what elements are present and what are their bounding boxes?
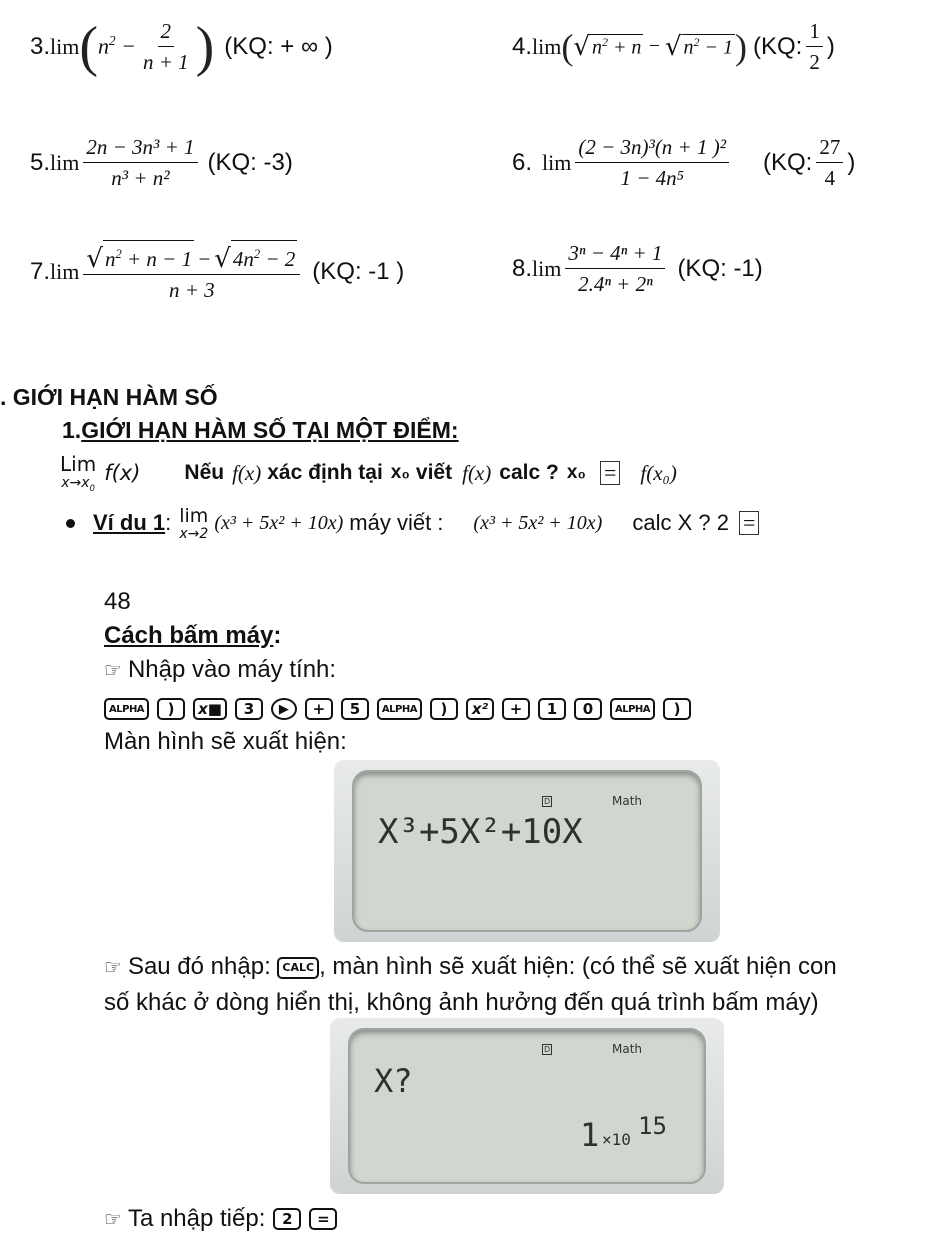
exercise-5-label: 5. bbox=[30, 148, 51, 176]
calc-key: CALC bbox=[277, 957, 319, 979]
close-paren: ) bbox=[847, 148, 856, 176]
equals-key: = bbox=[739, 511, 759, 535]
fraction: $\frac{\text{2n − 3n³ + 1}}{\text{n³ + n²}}$ bbox=[83, 134, 197, 191]
pointing-hand-icon: ☞ bbox=[104, 1207, 122, 1231]
digit-key: 5 bbox=[341, 698, 369, 720]
example-expr: (x³ + 5x² + 10x) bbox=[214, 511, 344, 534]
rule-fx0: f(x₀) bbox=[640, 460, 677, 485]
digit-key: 1 bbox=[538, 698, 566, 720]
calc-text: calc X ? 2 bbox=[632, 510, 729, 535]
paren: ) bbox=[195, 15, 215, 78]
exercise-6 bbox=[512, 134, 855, 191]
rule-defined: xác định tại bbox=[267, 461, 383, 485]
section-title: . GIỚI HẠN HÀM SỐ bbox=[0, 384, 218, 410]
minus: − bbox=[647, 35, 661, 57]
rule-fx: f(x) bbox=[232, 460, 262, 485]
lcd-display bbox=[348, 1028, 706, 1184]
key-sequence bbox=[104, 698, 699, 720]
rule-write: viết bbox=[415, 461, 453, 485]
step-2-cont: số khác ở dòng hiển thị, không ảnh hưởng đến quá trình bấm máy) bbox=[104, 989, 819, 1016]
deg-indicator-icon: D bbox=[544, 797, 551, 806]
exercise-5 bbox=[30, 134, 293, 191]
lim-operator: lim bbox=[542, 149, 572, 175]
equals-key: = bbox=[309, 1208, 337, 1230]
digit-key: 3 bbox=[235, 698, 263, 720]
lcd-mantissa: 1 bbox=[580, 1116, 600, 1154]
exercise-4 bbox=[512, 18, 835, 75]
fraction: $\frac{2}{n + 1}$ bbox=[142, 19, 189, 74]
exercise-7-label: 7. bbox=[30, 257, 51, 285]
math-mode-label: Math bbox=[612, 1042, 643, 1056]
lim-block: Lim $x\to x_0$ bbox=[60, 452, 97, 493]
calculator-screen-2 bbox=[330, 1018, 724, 1194]
rule-if: Nếu bbox=[184, 461, 225, 485]
expr-n2: $n^2$ − bbox=[98, 33, 136, 59]
subsection-title: 1.GIỚI HẠN HÀM SỐ TẠI MỘT ĐIỂM: bbox=[62, 417, 459, 443]
lcd-exponent: 15 bbox=[638, 1112, 667, 1140]
exercise-4-label: 4. bbox=[512, 32, 533, 60]
right-arrow-key: ▶ bbox=[271, 698, 297, 720]
lim-block: lim x→2 bbox=[179, 505, 209, 542]
paren-key: ) bbox=[157, 698, 185, 720]
plus-key: + bbox=[502, 698, 530, 720]
fx: f(x) bbox=[104, 461, 141, 486]
exercise-8-result: (KQ: -1) bbox=[677, 254, 763, 282]
exercise-8-label: 8. bbox=[512, 254, 533, 282]
close-paren: ) bbox=[826, 32, 835, 60]
rule-calc: calc ? bbox=[499, 461, 559, 485]
rule-fx-2: f(x) bbox=[462, 460, 492, 485]
square-key: x² bbox=[466, 698, 494, 720]
pointing-hand-icon: ☞ bbox=[104, 658, 122, 682]
sqrt: √ $n^2 - 1$ bbox=[664, 31, 734, 62]
exercise-4-kq: (KQ: bbox=[753, 32, 803, 60]
fraction: $\frac{\text{(2 − 3n)³(n + 1 )²}}{\text{1 − 4n⁵}}$ bbox=[575, 134, 729, 191]
lim-operator: lim bbox=[50, 149, 80, 175]
lim-operator: lim bbox=[532, 33, 562, 59]
example-answer: 48 bbox=[104, 588, 131, 615]
bullet-icon bbox=[66, 519, 75, 528]
exercise-8 bbox=[512, 240, 763, 297]
how-to-title: Cách bấm máy: bbox=[104, 622, 282, 649]
step-1: ☞ Nhập vào máy tính: bbox=[104, 656, 337, 683]
paren-key: ) bbox=[430, 698, 458, 720]
exercise-3-result: (KQ: + ∞ ) bbox=[224, 32, 333, 60]
lcd-expression: X³+5X²+10X bbox=[378, 812, 583, 852]
rule-x0: x₀ bbox=[390, 462, 410, 484]
lcd-times-ten: ×10 bbox=[602, 1130, 631, 1149]
digit-key: 0 bbox=[574, 698, 602, 720]
exercise-6-kq: (KQ: bbox=[763, 148, 813, 176]
paren: ( bbox=[561, 26, 574, 67]
step-3: ☞ Ta nhập tiếp: 2 = bbox=[104, 1205, 345, 1233]
calculator-screen-1 bbox=[334, 760, 720, 942]
lim-operator: lim bbox=[50, 258, 80, 284]
example-label: Ví du 1 bbox=[93, 510, 166, 535]
lim-operator: lim bbox=[532, 255, 562, 281]
lim-operator: lim bbox=[50, 33, 80, 59]
exercise-7-result: (KQ: -1 ) bbox=[312, 257, 405, 285]
machine-write: máy viết : bbox=[349, 510, 444, 535]
deg-indicator-icon: D bbox=[544, 1045, 551, 1054]
alpha-key: ALPHA bbox=[610, 698, 655, 720]
example-1 bbox=[66, 505, 759, 541]
paren: ( bbox=[79, 15, 99, 78]
exercise-3-label: 3. bbox=[30, 32, 51, 60]
paren-key: ) bbox=[663, 698, 691, 720]
power-key: x■ bbox=[193, 698, 227, 720]
alpha-key: ALPHA bbox=[104, 698, 149, 720]
example-expr-2: (x³ + 5x² + 10x) bbox=[473, 511, 603, 534]
exercise-6-label: 6. bbox=[512, 148, 533, 176]
result-fraction: $\frac{1}{2}$ bbox=[806, 18, 823, 75]
lcd-display bbox=[352, 770, 702, 932]
exercise-3 bbox=[30, 15, 333, 78]
alpha-key: ALPHA bbox=[377, 698, 422, 720]
sqrt: √ $n^2 + n$ bbox=[573, 31, 642, 62]
fraction: √ $n^2 + n - 1$ − √ $4n^2 - 2$ n + 3 bbox=[83, 240, 300, 303]
digit-key: 2 bbox=[273, 1208, 301, 1230]
rule-line bbox=[60, 452, 677, 495]
lcd-prompt: X? bbox=[374, 1062, 413, 1100]
exercise-5-result: (KQ: -3) bbox=[207, 148, 293, 176]
step-2: ☞ Sau đó nhập: CALC , màn hình sẽ xuất hiện: (có thể sẽ xuất hiện con bbox=[104, 953, 837, 980]
pointing-hand-icon: ☞ bbox=[104, 955, 122, 979]
exercise-7 bbox=[30, 240, 404, 303]
example-colon: : bbox=[165, 510, 172, 535]
screen-appears: Màn hình sẽ xuất hiện: bbox=[104, 728, 347, 755]
math-mode-label: Math bbox=[612, 794, 643, 808]
fraction: $\frac{\text{3ⁿ − 4ⁿ + 1}}{\text{2.4ⁿ + 2ⁿ}}$ bbox=[565, 240, 665, 297]
result-fraction: $\frac{27}{4}$ bbox=[816, 134, 843, 191]
plus-key: + bbox=[305, 698, 333, 720]
rule-x0-2: x₀ bbox=[566, 462, 586, 484]
paren: ) bbox=[735, 26, 748, 67]
equals-key: = bbox=[600, 461, 620, 485]
